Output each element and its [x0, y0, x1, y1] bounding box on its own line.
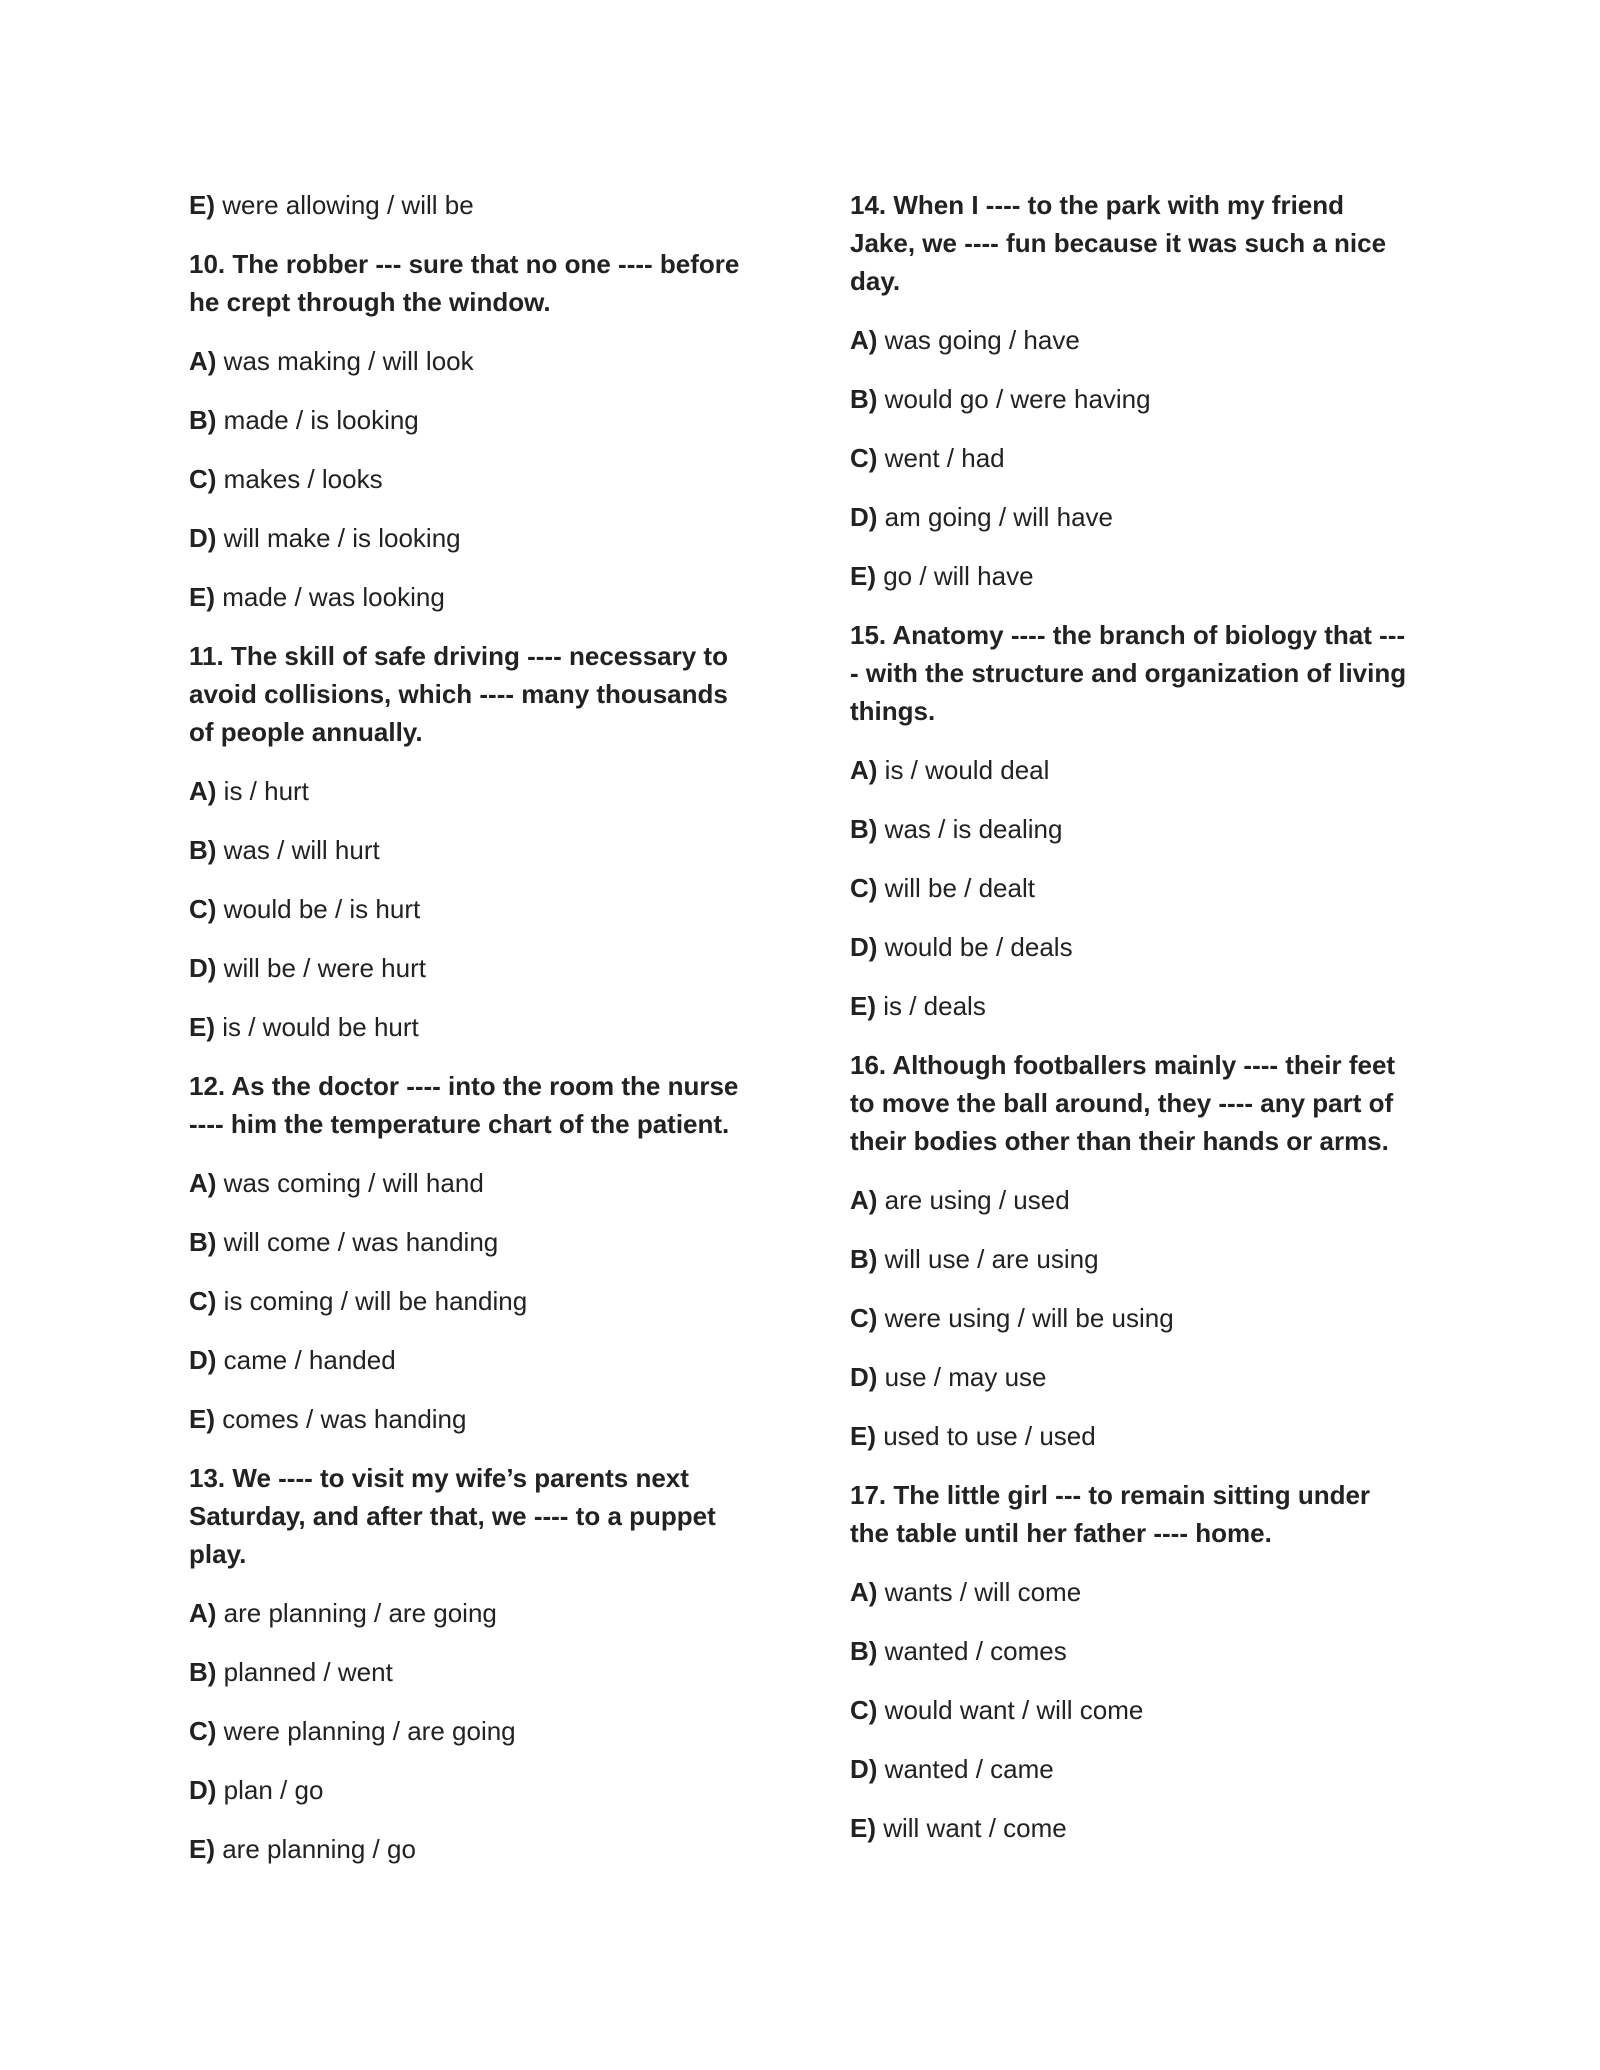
answer-option: [189, 1400, 749, 1438]
option-text: was / will hurt: [216, 835, 380, 865]
option-letter: C): [850, 1695, 878, 1725]
option-text: was / is dealing: [877, 814, 1063, 844]
option-text: made / is looking: [216, 405, 419, 435]
option-letter: E): [189, 582, 215, 612]
option-text: will come / was handing: [216, 1227, 499, 1257]
answer-option: [850, 1809, 1410, 1847]
option-text: is / deals: [876, 991, 986, 1021]
option-letter: A): [850, 1185, 878, 1215]
answer-option: [189, 186, 749, 224]
option-letter: C): [850, 1303, 878, 1333]
question-stem: 16. Although footballers mainly ---- their feet to move the ball around, they ---- any part of their bodies other than their hands or arms.: [850, 1050, 1396, 1156]
question-stem: 12. As the doctor ---- into the room the nurse ---- him the temperature chart of the patient.: [189, 1071, 739, 1139]
answer-option: [850, 498, 1410, 536]
answer-option: [189, 1341, 749, 1379]
option-text: would be / deals: [877, 932, 1073, 962]
answer-option: [189, 772, 749, 810]
option-letter: A): [850, 755, 878, 785]
option-letter: B): [850, 1636, 878, 1666]
option-text: will want / come: [876, 1813, 1067, 1843]
option-letter: A): [189, 346, 217, 376]
option-letter: B): [189, 835, 217, 865]
answer-option: [850, 810, 1410, 848]
option-text: will make / is looking: [216, 523, 461, 553]
option-letter: D): [850, 932, 878, 962]
option-text: is / would be hurt: [215, 1012, 419, 1042]
option-text: would want / will come: [877, 1695, 1144, 1725]
option-text: am going / will have: [877, 502, 1113, 532]
question-stem: 17. The little girl --- to remain sitting under the table until her father ---- home.: [850, 1480, 1371, 1548]
option-letter: D): [189, 1775, 217, 1805]
option-text: are planning / are going: [216, 1598, 497, 1628]
answer-option: [850, 1691, 1410, 1729]
answer-option: [189, 1164, 749, 1202]
option-text: will be / were hurt: [216, 953, 426, 983]
option-letter: D): [189, 953, 217, 983]
option-text: go / will have: [876, 561, 1034, 591]
left-column: [189, 186, 749, 1889]
answer-option: [850, 380, 1410, 418]
option-letter: E): [850, 1813, 876, 1843]
option-text: made / was looking: [215, 582, 445, 612]
option-text: used to use / used: [876, 1421, 1096, 1451]
option-letter: C): [850, 443, 878, 473]
option-text: was going / have: [877, 325, 1080, 355]
answer-option: [189, 1712, 749, 1750]
option-text: wanted / came: [877, 1754, 1054, 1784]
option-letter: E): [189, 1834, 215, 1864]
option-letter: C): [189, 1286, 217, 1316]
option-text: were using / will be using: [877, 1303, 1174, 1333]
answer-option: [189, 519, 749, 557]
option-letter: D): [189, 1345, 217, 1375]
option-text: was making / will look: [216, 346, 474, 376]
answer-option: [189, 342, 749, 380]
option-text: was coming / will hand: [216, 1168, 484, 1198]
option-text: will be / dealt: [877, 873, 1035, 903]
option-letter: C): [189, 464, 217, 494]
question-stem: 11. The skill of safe driving ---- necessary to avoid collisions, which ---- many thousands of people annually.: [189, 641, 728, 747]
answer-option: [850, 557, 1410, 595]
answer-option: [189, 1008, 749, 1046]
right-column: [850, 186, 1410, 1868]
answer-option: [850, 987, 1410, 1025]
answer-option: [850, 751, 1410, 789]
answer-option: [189, 1653, 749, 1691]
option-text: comes / was handing: [215, 1404, 467, 1434]
option-text: will use / are using: [877, 1244, 1099, 1274]
option-text: wanted / comes: [877, 1636, 1067, 1666]
answer-option: [189, 1830, 749, 1868]
option-text: are planning / go: [215, 1834, 416, 1864]
option-letter: D): [850, 1362, 878, 1392]
answer-option: [850, 1181, 1410, 1219]
answer-option: [189, 1223, 749, 1261]
option-text: plan / go: [216, 1775, 324, 1805]
option-text: would be / is hurt: [216, 894, 421, 924]
answer-option: [850, 1299, 1410, 1337]
option-text: is / hurt: [216, 776, 309, 806]
option-text: wants / will come: [877, 1577, 1082, 1607]
option-letter: A): [189, 1168, 217, 1198]
answer-option: [850, 928, 1410, 966]
answer-option: [189, 831, 749, 869]
answer-option: [189, 401, 749, 439]
answer-option: [189, 1771, 749, 1809]
option-text: came / handed: [216, 1345, 396, 1375]
answer-option: [850, 439, 1410, 477]
answer-option: [850, 869, 1410, 907]
answer-option: [189, 890, 749, 928]
option-letter: C): [189, 894, 217, 924]
answer-option: [850, 1573, 1410, 1611]
option-letter: B): [850, 384, 878, 414]
answer-option: [189, 1282, 749, 1320]
option-letter: A): [189, 776, 217, 806]
option-text: were allowing / will be: [215, 190, 474, 220]
answer-option: [850, 1632, 1410, 1670]
option-letter: A): [850, 1577, 878, 1607]
option-letter: B): [189, 1227, 217, 1257]
option-text: would go / were having: [877, 384, 1151, 414]
option-text: are using / used: [877, 1185, 1070, 1215]
option-text: planned / went: [216, 1657, 393, 1687]
answer-option: [850, 1240, 1410, 1278]
option-letter: B): [850, 814, 878, 844]
option-letter: E): [189, 190, 215, 220]
option-letter: E): [189, 1404, 215, 1434]
option-letter: B): [189, 405, 217, 435]
option-letter: C): [850, 873, 878, 903]
option-text: is / would deal: [877, 755, 1050, 785]
option-letter: D): [850, 1754, 878, 1784]
option-letter: E): [189, 1012, 215, 1042]
option-letter: B): [189, 1657, 217, 1687]
option-letter: D): [850, 502, 878, 532]
option-letter: E): [850, 561, 876, 591]
answer-option: [189, 1594, 749, 1632]
option-text: makes / looks: [216, 464, 383, 494]
question-stem: 13. We ---- to visit my wife’s parents next Saturday, and after that, we ---- to a puppet play.: [189, 1463, 716, 1569]
option-letter: D): [189, 523, 217, 553]
option-letter: E): [850, 991, 876, 1021]
option-letter: C): [189, 1716, 217, 1746]
option-text: went / had: [877, 443, 1005, 473]
question-stem: 14. When I ---- to the park with my friend Jake, we ---- fun because it was such a nice day.: [850, 190, 1387, 296]
question-stem: 10. The robber --- sure that no one ---- before he crept through the window.: [189, 249, 740, 317]
answer-option: [189, 460, 749, 498]
answer-option: [189, 949, 749, 987]
option-letter: A): [850, 325, 878, 355]
option-text: use / may use: [877, 1362, 1047, 1392]
option-letter: A): [189, 1598, 217, 1628]
question-stem: 15. Anatomy ---- the branch of biology that ---- with the structure and organization of living things.: [850, 620, 1407, 726]
answer-option: [850, 1417, 1410, 1455]
answer-option: [850, 321, 1410, 359]
answer-option: [189, 578, 749, 616]
option-text: were planning / are going: [216, 1716, 516, 1746]
answer-option: [850, 1358, 1410, 1396]
option-text: is coming / will be handing: [216, 1286, 528, 1316]
option-letter: B): [850, 1244, 878, 1274]
answer-option: [850, 1750, 1410, 1788]
option-letter: E): [850, 1421, 876, 1451]
